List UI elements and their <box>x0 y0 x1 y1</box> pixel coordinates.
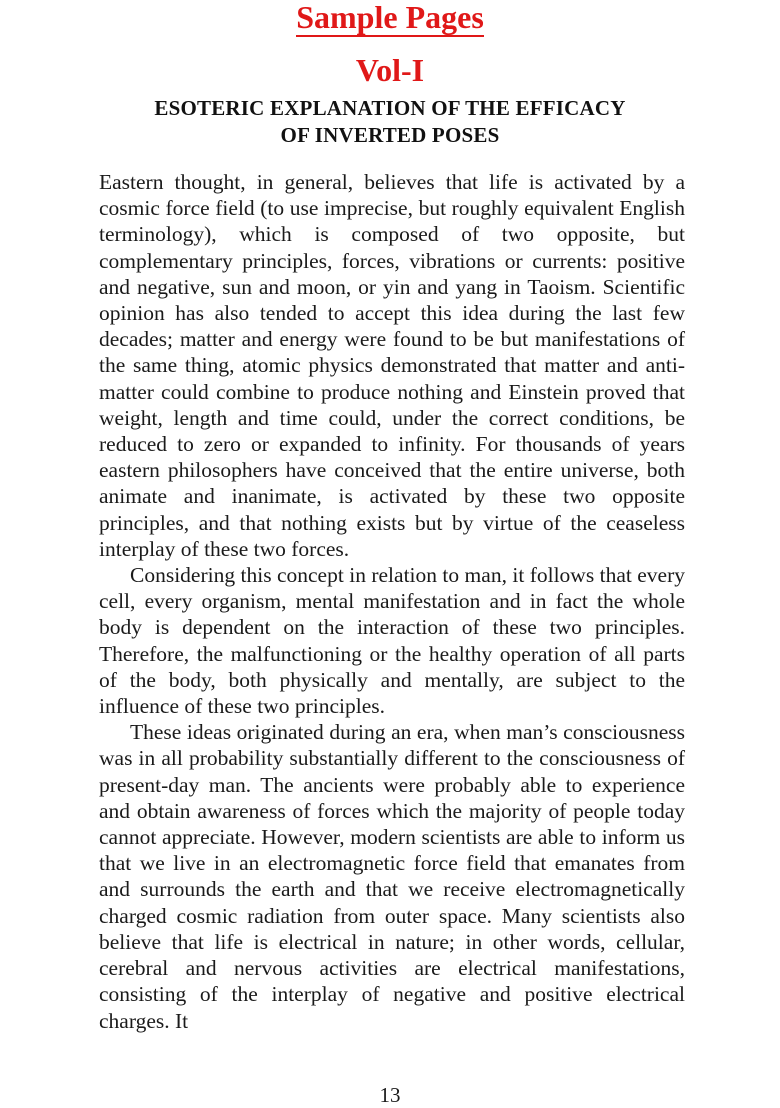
body-text <box>99 169 685 1034</box>
sample-pages-title: Sample Pages <box>296 0 484 35</box>
paragraph-2: Considering this concept in relation to man, it follows that every cell, every organism, mental manifestation and in fact the whole body is dependent on the interaction of these two principles. Therefore, the malfunctioning or the healthy operation of all parts of the body, both physically and mentally, are subject to the influence of these two principles. <box>99 563 685 719</box>
chapter-heading-line-2: OF INVERTED POSES <box>280 123 500 147</box>
sample-pages-banner <box>0 0 780 37</box>
volume-label: Vol-I <box>355 52 425 88</box>
page-number: 13 <box>379 1083 401 1107</box>
chapter-heading-line-1: ESOTERIC EXPLANATION OF THE EFFICACY <box>154 96 626 120</box>
paragraph-1: Eastern thought, in general, believes that life is activated by a cosmic force field (to use imprecise, but roughly equivalent English terminology), which is composed of two opposite, but complementary principles, forces, vibrations or currents: positive and negative, sun and moon, or yin and yang in Taoism. Scientific opinion has also tended to accept this idea during the last few decades; matter and energy were found to be but manifestations of the same thing, atomic physics demonstrated that matter and anti-matter could combine to produce nothing and Einstein proved that weight, length and time could, under the correct conditions, be reduced to zero or expanded to infinity. For thousands of years eastern philosophers have conceived that the entire universe, both animate and inanimate, is activated by these two opposite principles, and that nothing exists but by virtue of the ceaseless interplay of these two forces. <box>99 170 685 561</box>
paragraph-3: These ideas originated during an era, when man’s consciousness was in all probability substantially different to the consciousness of present-day man. The ancients were probably able to experience and obtain awareness of forces which the majority of people today cannot appreciate. However, modern scientists are able to inform us that we live in an electromagnetic force field that emanates from and surrounds the earth and that we receive electromagnetically charged cosmic radiation from outer space. Many scientists also believe that life is electrical in nature; in other words, cellular, cerebral and nervous activities are electrical manifestations, consisting of the interplay of negative and positive electrical charges. It <box>99 720 685 1033</box>
chapter-heading <box>0 95 780 149</box>
